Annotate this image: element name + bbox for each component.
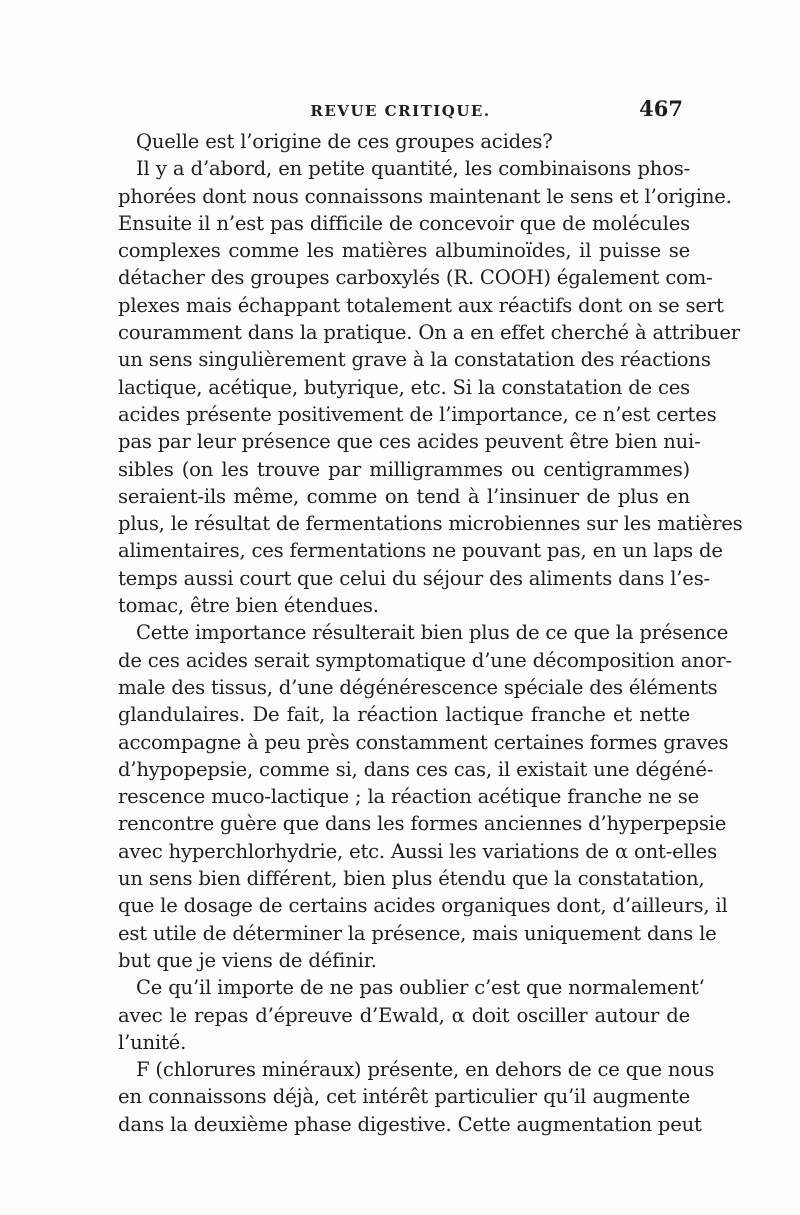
page-header xyxy=(118,96,683,126)
body-text xyxy=(118,128,743,1138)
text-line: l’unité. xyxy=(118,1030,187,1054)
text-line: temps aussi court que celui du séjour des aliments dans l’es- xyxy=(118,566,710,590)
text-line: acides présente positivement de l’importance, ce n’est certes xyxy=(118,402,717,426)
text-line: rencontre guère que dans les formes anciennes d’hyperpepsie xyxy=(118,812,727,836)
text-line: sibles (on les trouve par milligrammes ou centigrammes) xyxy=(118,457,690,481)
text-line: male des tissus, d’une dégénérescence spéciale des éléments xyxy=(118,675,718,699)
text-line: dans la deuxième phase digestive. Cette augmentation peut xyxy=(118,1112,702,1136)
text-line: que le dosage de certains acides organiques dont, d’ailleurs, il xyxy=(118,894,728,918)
text-line: accompagne à peu près constamment certaines formes graves xyxy=(118,730,729,754)
text-line: but que je viens de définir. xyxy=(118,948,377,972)
text-line: Il y a d’abord, en petite quantité, les combinaisons phos- xyxy=(136,157,690,181)
running-title: REVUE CRITIQUE. xyxy=(310,102,491,120)
text-line: seraient-ils même, comme on tend à l’insinuer de plus en xyxy=(118,484,690,508)
text-line: complexes comme les matières albuminoïdes, il puisse se xyxy=(118,239,690,263)
text-line: Cette importance résulterait bien plus de ce que la présence xyxy=(136,621,729,645)
text-line: de ces acides serait symptomatique d’une décomposition anor- xyxy=(118,648,732,672)
text-line: détacher des groupes carboxylés (R. COOH) également com- xyxy=(118,266,713,290)
text-line: avec hyperchlorhydrie, etc. Aussi les variations de α ont-elles xyxy=(118,839,717,863)
text-line: phorées dont nous connaissons maintenant le sens et l’origine. xyxy=(118,184,732,208)
text-line: plexes mais échappant totalement aux réactifs dont on se sert xyxy=(118,293,724,317)
text-line: Ce qu’il importe de ne pas oublier c’est que normalement‘ xyxy=(136,976,705,1000)
text-line: lactique, acétique, butyrique, etc. Si la constatation de ces xyxy=(118,375,690,399)
text-line: un sens singulièrement grave à la constatation des réactions xyxy=(118,348,711,372)
text-line: un sens bien différent, bien plus étendu que la constatation, xyxy=(118,867,705,891)
text-line: plus, le résultat de fermentations microbiennes sur les matières xyxy=(118,512,743,536)
text-line: F (chlorures minéraux) présente, en dehors de ce que nous xyxy=(136,1058,715,1082)
text-line: rescence muco-lactique ; la réaction acétique franche ne se xyxy=(118,785,700,809)
text-line: alimentaires, ces fermentations ne pouvant pas, en un laps de xyxy=(118,539,723,563)
text-line: avec le repas d’épreuve d’Ewald, α doit osciller autour de xyxy=(118,1003,690,1027)
text-line: tomac, être bien étendues. xyxy=(118,594,379,618)
text-line: en connaissons déjà, cet intérêt particulier qu’il augmente xyxy=(118,1085,690,1109)
text-line: Ensuite il n’est pas difficile de concevoir que de molécules xyxy=(118,211,690,235)
text-line: glandulaires. De fait, la réaction lactique franche et nette xyxy=(118,703,690,727)
text-line: couramment dans la pratique. On a en effet cherché à attribuer xyxy=(118,321,740,345)
text-line: Quelle est l’origine de ces groupes acides? xyxy=(136,130,553,153)
text-line: est utile de déterminer la présence, mais uniquement dans le xyxy=(118,921,717,945)
page-number: 467 xyxy=(639,96,683,121)
text-line: pas par leur présence que ces acides peuvent être bien nui- xyxy=(118,430,701,454)
text-line: d’hypopepsie, comme si, dans ces cas, il existait une dégéné- xyxy=(118,757,714,781)
